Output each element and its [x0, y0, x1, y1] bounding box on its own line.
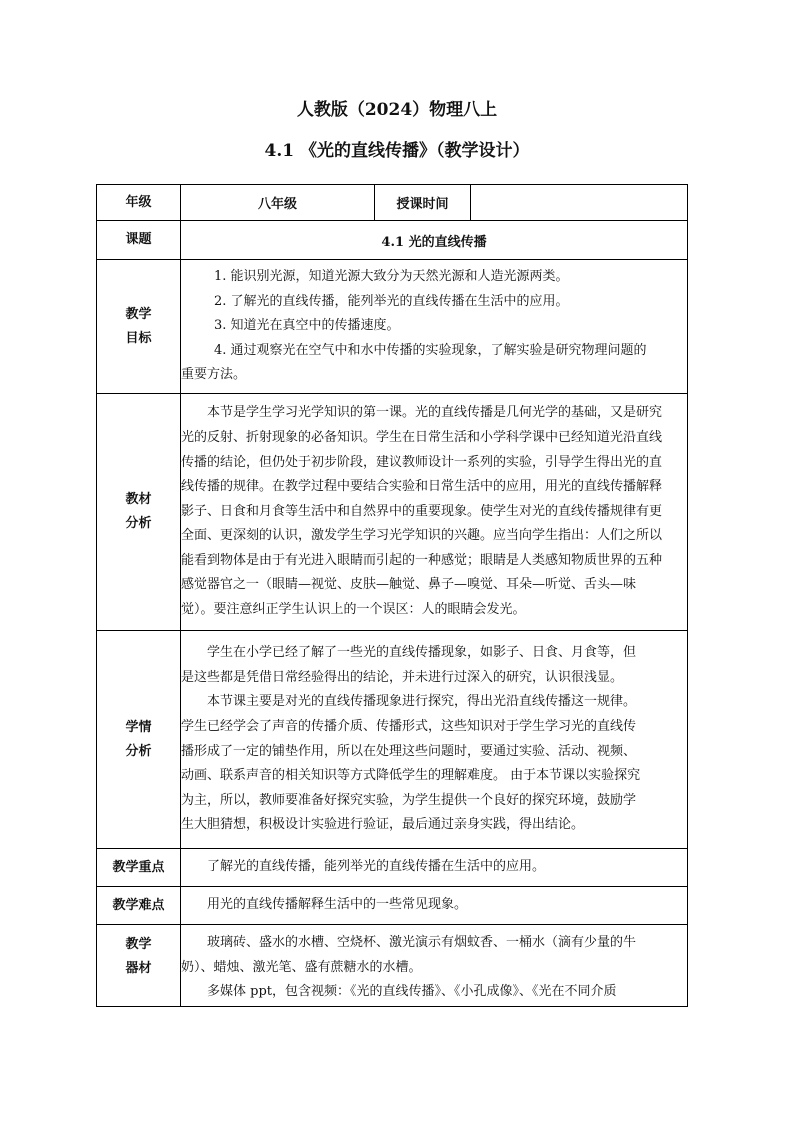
students-label-line1: 学情	[125, 719, 152, 735]
students-line: 为主，所以，教师要准备好探究实验，为学生提供一个良好的探究环境，鼓励学	[181, 792, 637, 808]
students-line: 本节课主要是对光的直线传播现象进行探究，得出光沿直线传播这一规律。	[207, 694, 637, 710]
material-label-line2: 分析	[125, 516, 152, 531]
document-title: 人教版（2024）物理八上	[296, 100, 498, 120]
material-line: 感觉器官之一（眼睛—视觉、皮肤—触觉、鼻子—嗅觉、耳朵—听觉、舌头—味	[181, 577, 637, 593]
difficulty-label: 教学难点	[97, 887, 181, 925]
goal-item: 4. 通过观察光在空气中和水中传播的实验现象，了解实验是研究物理问题的	[214, 342, 647, 358]
students-line: 是这些都是凭借日常经验得出的结论，并未进行过深入的研究，认识很浅显。	[181, 669, 624, 685]
grade-value: 八年级	[181, 185, 375, 221]
equipment-label-line1: 教学	[125, 937, 152, 952]
material-label	[97, 394, 181, 631]
goal-item-continued: 重要方法。	[181, 367, 247, 383]
difficulty-row	[97, 887, 688, 925]
equipment-content	[181, 925, 688, 1007]
equipment-label-line2: 器材	[125, 961, 152, 976]
equipment-line: 奶）、蜡烛、激光笔、盛有蔗糖水的水槽。	[181, 959, 422, 975]
material-line: 影子、日食和月食等生活中和自然界中的重要现象。使学生对光的直线传播规律有更	[181, 503, 663, 519]
material-line: 线传播的规律。在教学过程中要结合实验和日常生活中的应用，用光的直线传播解释	[181, 479, 663, 495]
students-line: 学生在小学已经了解了一些光的直线传播现象，如影子、日食、月食等，但	[207, 645, 637, 661]
equipment-label	[97, 925, 181, 1007]
students-row	[97, 631, 688, 849]
goal-item: 2. 了解光的直线传播，能列举光的直线传播在生活中的应用。	[214, 293, 569, 309]
students-line: 生大胆猜想，积极设计实验进行验证，最后通过亲身实践，得出结论。	[181, 817, 585, 833]
document-subtitle: 4.1 《光的直线传播》（教学设计）	[264, 141, 530, 161]
equipment-row	[97, 925, 688, 1007]
key-point-row	[97, 849, 688, 887]
goals-content	[181, 260, 688, 394]
difficulty-content	[181, 887, 688, 925]
time-label: 授课时间	[375, 185, 471, 221]
key-point-label: 教学重点	[97, 849, 181, 887]
material-line: 本节是学生学习光学知识的第一课。光的直线传播是几何光学的基础，又是研究	[207, 405, 663, 421]
students-label-line2: 分析	[125, 743, 152, 759]
topic-value: 4.1 光的直线传播	[181, 221, 688, 260]
goal-item: 1. 能识别光源，知道光源大致分为天然光源和人造光源两类。	[214, 269, 569, 285]
material-line: 传播的结论，但仍处于初步阶段，建议教师设计一系列的实验，引导学生得出光的直	[181, 454, 663, 470]
equipment-line: 多媒体 ppt，包含视频：《光的直线传播》、《小孔成像》、《光在不同介质	[207, 984, 617, 1000]
students-content	[181, 631, 688, 849]
material-line: 能看到物体是由于有光进入眼睛而引起的一种感觉；眼睛是人类感知物质世界的五种	[181, 552, 663, 568]
topic-label: 课题	[97, 221, 181, 260]
goals-row	[97, 260, 688, 394]
grade-row	[97, 185, 688, 221]
key-point-text: 了解光的直线传播，能列举光的直线传播在生活中的应用。	[207, 859, 546, 875]
goals-label-line1: 教学	[125, 306, 152, 322]
lesson-plan-table	[96, 184, 688, 1007]
students-label	[97, 631, 181, 849]
key-point-content	[181, 849, 688, 887]
time-value	[471, 185, 688, 221]
students-line: 播形成了一定的铺垫作用，所以在处理这些问题时，要通过实验、活动、视频、	[181, 743, 637, 759]
goal-item: 3. 知道光在真空中的传播速度。	[214, 318, 400, 334]
material-line: 觉）。要注意纠正学生认识上的一个误区：人的眼睛会发光。	[181, 602, 526, 618]
goals-label	[97, 260, 181, 394]
material-content	[181, 394, 688, 631]
students-line: 学生已经学会了声音的传播介质、传播形式，这些知识对于学生学习光的直线传	[181, 718, 637, 734]
equipment-line: 玻璃砖、盛水的水槽、空烧杯、激光演示有烟蚊香、一桶水（滴有少量的牛	[207, 935, 637, 950]
material-line: 全面、更深刻的认识，激发学生学习光学知识的兴趣。应当向学生指出：人们之所以	[181, 528, 663, 544]
grade-label: 年级	[97, 185, 181, 221]
goals-label-line2: 目标	[125, 330, 152, 346]
difficulty-text: 用光的直线传播解释生活中的一些常见现象。	[207, 897, 468, 913]
material-row	[97, 394, 688, 631]
topic-row	[97, 221, 688, 260]
students-line: 动画、联系声音的相关知识等方式降低学生的理解难度。 由于本节课以实验探究	[181, 768, 641, 784]
material-label-line1: 教材	[125, 492, 152, 507]
material-line: 光的反射、折射现象的必备知识。学生在日常生活和小学科学课中已经知道光沿直线	[181, 429, 663, 445]
